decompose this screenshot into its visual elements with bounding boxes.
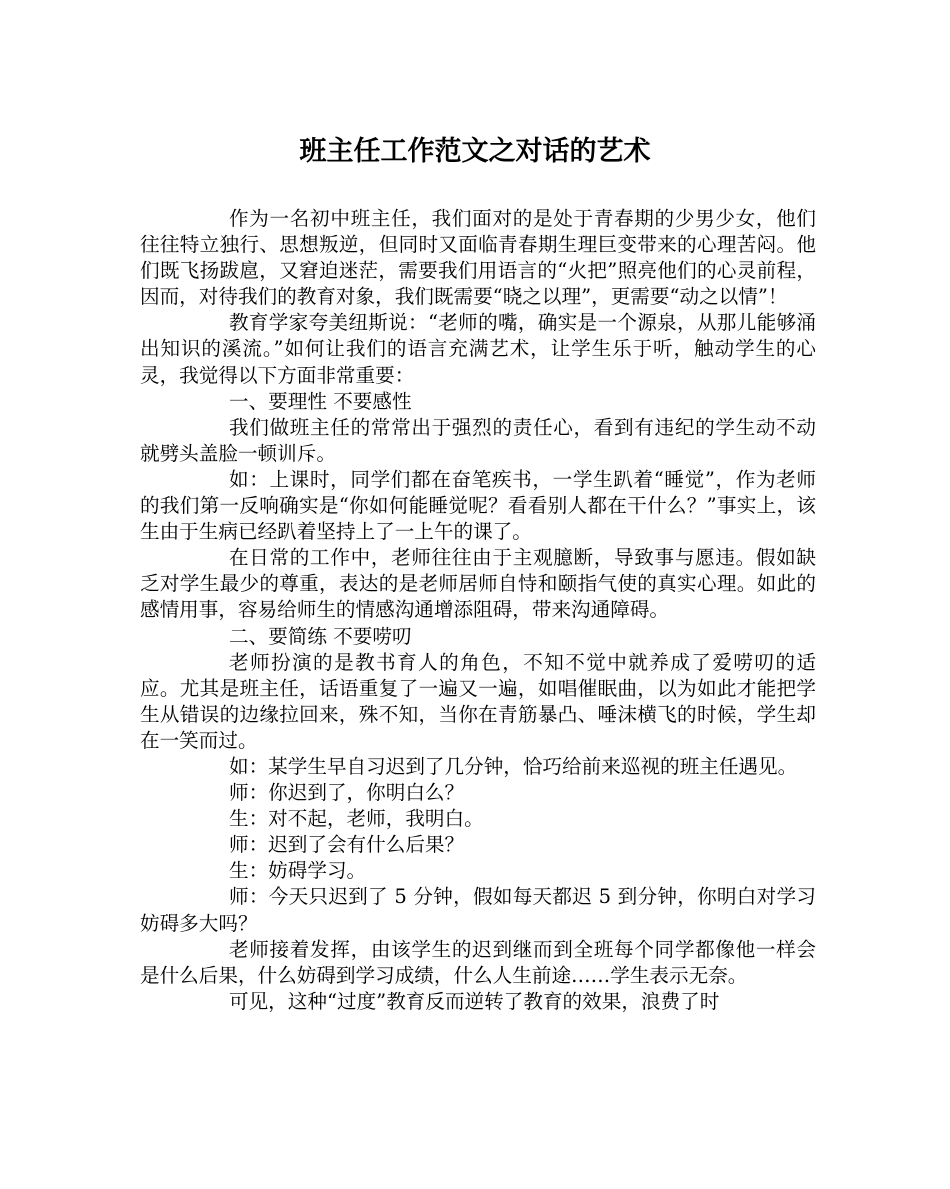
paragraph: 可见，这种“过度”教育反而逆转了教育的效果，浪费了时 bbox=[229, 989, 720, 1013]
dialogue-line: 师：迟到了会有什么后果？ bbox=[229, 833, 465, 857]
paragraph: 老师接着发挥，由该学生的迟到继而到全班每个同学都像他一样会是什么后果，什么妨碍到学习成绩，什么人生前途……学生表示无奈。 bbox=[140, 937, 816, 987]
dialogue-line: 生：妨碍学习。 bbox=[229, 859, 367, 883]
section-heading: 二、要简练 不要唠叨 bbox=[229, 624, 412, 648]
document-body bbox=[140, 206, 816, 1015]
dialogue-line: 师：你迟到了，你明白么？ bbox=[229, 781, 465, 805]
paragraph: 如：某学生早自习迟到了几分钟，恰巧给前来巡视的班主任遇见。 bbox=[229, 754, 798, 778]
paragraph: 作为一名初中班主任，我们面对的是处于青春期的少男少女，他们往往特立独行、思想叛逆，但同时又面临青春期生理巨变带来的心理苦闷。他们既飞扬跋扈，又窘迫迷茫，需要我们用语言的“火把”照亮他们的心灵前程，因而，对待我们的教育对象，我们既需要“晓之以理”，更需要“动之以情”！ bbox=[140, 207, 816, 309]
paragraph: 在日常的工作中，老师往往由于主观臆断，导致事与愿违。假如缺乏对学生最少的尊重，表达的是老师居师自恃和颐指气使的真实心理。如此的感情用事，容易给师生的情感沟通增添阻碍，带来沟通障碍。 bbox=[140, 546, 816, 622]
paragraph: 教育学家夸美纽斯说：“老师的嘴，确实是一个源泉，从那儿能够涌出知识的溪流。”如何让我们的语言充满艺术，让学生乐于听，触动学生的心灵，我觉得以下方面非常重要： bbox=[140, 311, 816, 387]
paragraph: 如：上课时，同学们都在奋笔疾书，一学生趴着“睡觉”，作为老师的我们第一反响确实是“你如何能睡觉呢？看看别人都在干什么？”事实上，该生由于生病已经趴着坚持上了一上午的课了。 bbox=[140, 467, 816, 544]
section-heading: 一、要理性 不要感性 bbox=[229, 389, 412, 413]
paragraph: 老师扮演的是教书育人的角色，不知不觉中就养成了爱唠叨的适应。尤其是班主任，话语重复了一遍又一遍，如唱催眠曲，以为如此才能把学生从错误的边缘拉回来，殊不知，当你在青筋暴凸、唾沫横飞的时候，学生却在一笑而过。 bbox=[140, 650, 816, 752]
document-title: 班主任工作范文之对话的艺术 bbox=[299, 136, 651, 167]
dialogue-line: 师：今天只迟到了 5 分钟，假如每天都迟 5 到分钟，你明白对学习妨碍多大吗？ bbox=[140, 885, 816, 935]
dialogue-line: 生：对不起，老师，我明白。 bbox=[229, 807, 484, 831]
paragraph: 我们做班主任的常常出于强烈的责任心，看到有违纪的学生动不动就劈头盖脸一顿训斥。 bbox=[140, 415, 816, 465]
